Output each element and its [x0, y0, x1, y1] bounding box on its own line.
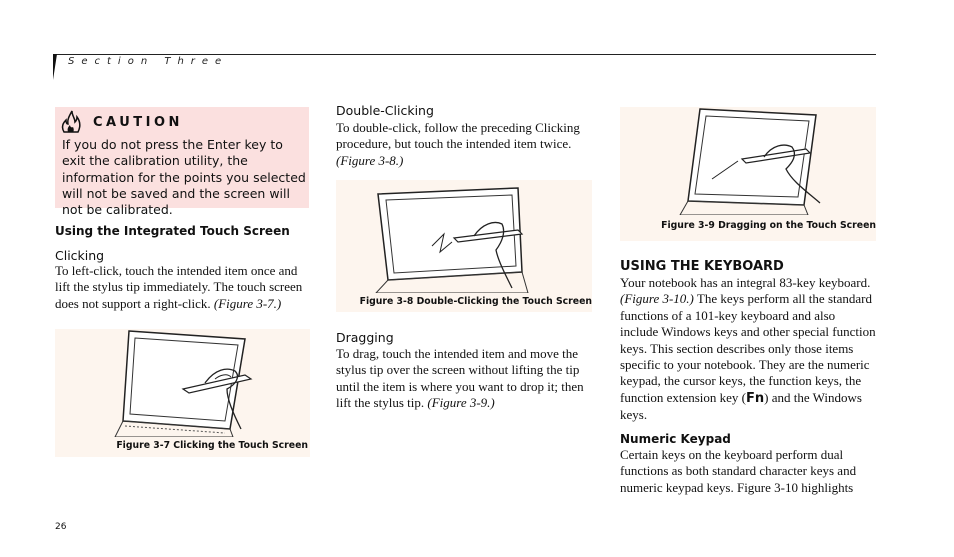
header-rule — [55, 54, 876, 55]
page-number: 26 — [55, 522, 67, 532]
double-clicking-paragraph: To double-click, follow the preceding Clicking procedure, but touch the intended item twice. (Figure 3-8.) — [336, 120, 580, 168]
touch-screen-double-click-illustration — [336, 180, 592, 293]
numeric-keypad-paragraph: Certain keys on the keyboard perform dual functions as both standard character keys and numeric keypad keys. Figure 3-10 highlights — [620, 447, 857, 495]
fn-key-label: Fn — [746, 390, 765, 406]
flame-icon — [60, 110, 82, 134]
subheading-numeric-keypad: Numeric Keypad — [620, 432, 731, 446]
figure-3-9 — [620, 107, 876, 215]
subheading-clicking: Clicking — [55, 248, 105, 263]
section-heading-keyboard: USING THE KEYBOARD — [620, 259, 784, 274]
section-label: Section Three — [68, 56, 229, 67]
caution-title: CAUTION — [93, 115, 183, 130]
touch-screen-click-illustration — [55, 329, 310, 437]
keyboard-paragraph: Your notebook has an integral 83-key keyboard. (Figure 3-10.) The keys perform all the standard functions of a 101-key keyboard and also include Windows keys and other special function keys. This section describes only those items specific to your notebook. They are the numeric keypad, the cursor keys, the function keys, the function extension key (Fn) and the Windows keys. — [620, 275, 876, 423]
figure-3-9-caption: Figure 3-9 Dragging on the Touch Screen — [620, 215, 876, 241]
figure-3-7-caption: Figure 3-7 Clicking the Touch Screen — [55, 437, 310, 457]
figure-3-8-caption: Figure 3-8 Double-Clicking the Touch Screen — [336, 293, 592, 312]
header-corner-mark — [53, 54, 57, 80]
touch-screen-drag-illustration — [620, 107, 876, 215]
dragging-paragraph: To drag, touch the intended item and move the stylus tip over the screen without lifting the tip until the item is where you want to drop it; then lift the stylus tip. (Figure 3-9.) — [336, 346, 584, 411]
section-heading-touch-screen: Using the Integrated Touch Screen — [55, 224, 290, 238]
subheading-double-clicking: Double-Clicking — [336, 103, 434, 118]
clicking-paragraph: To left-click, touch the intended item once and lift the stylus tip immediately. The touch screen does not support a right-click. (Figure 3-7.) — [55, 263, 303, 311]
caution-text: If you do not press the Enter key to exit the calibration utility, the information for the points you selected will not be saved and the screen will not be calibrated. — [62, 137, 306, 218]
subheading-dragging: Dragging — [336, 330, 394, 345]
figure-3-8 — [336, 180, 592, 293]
figure-3-7 — [55, 329, 310, 437]
